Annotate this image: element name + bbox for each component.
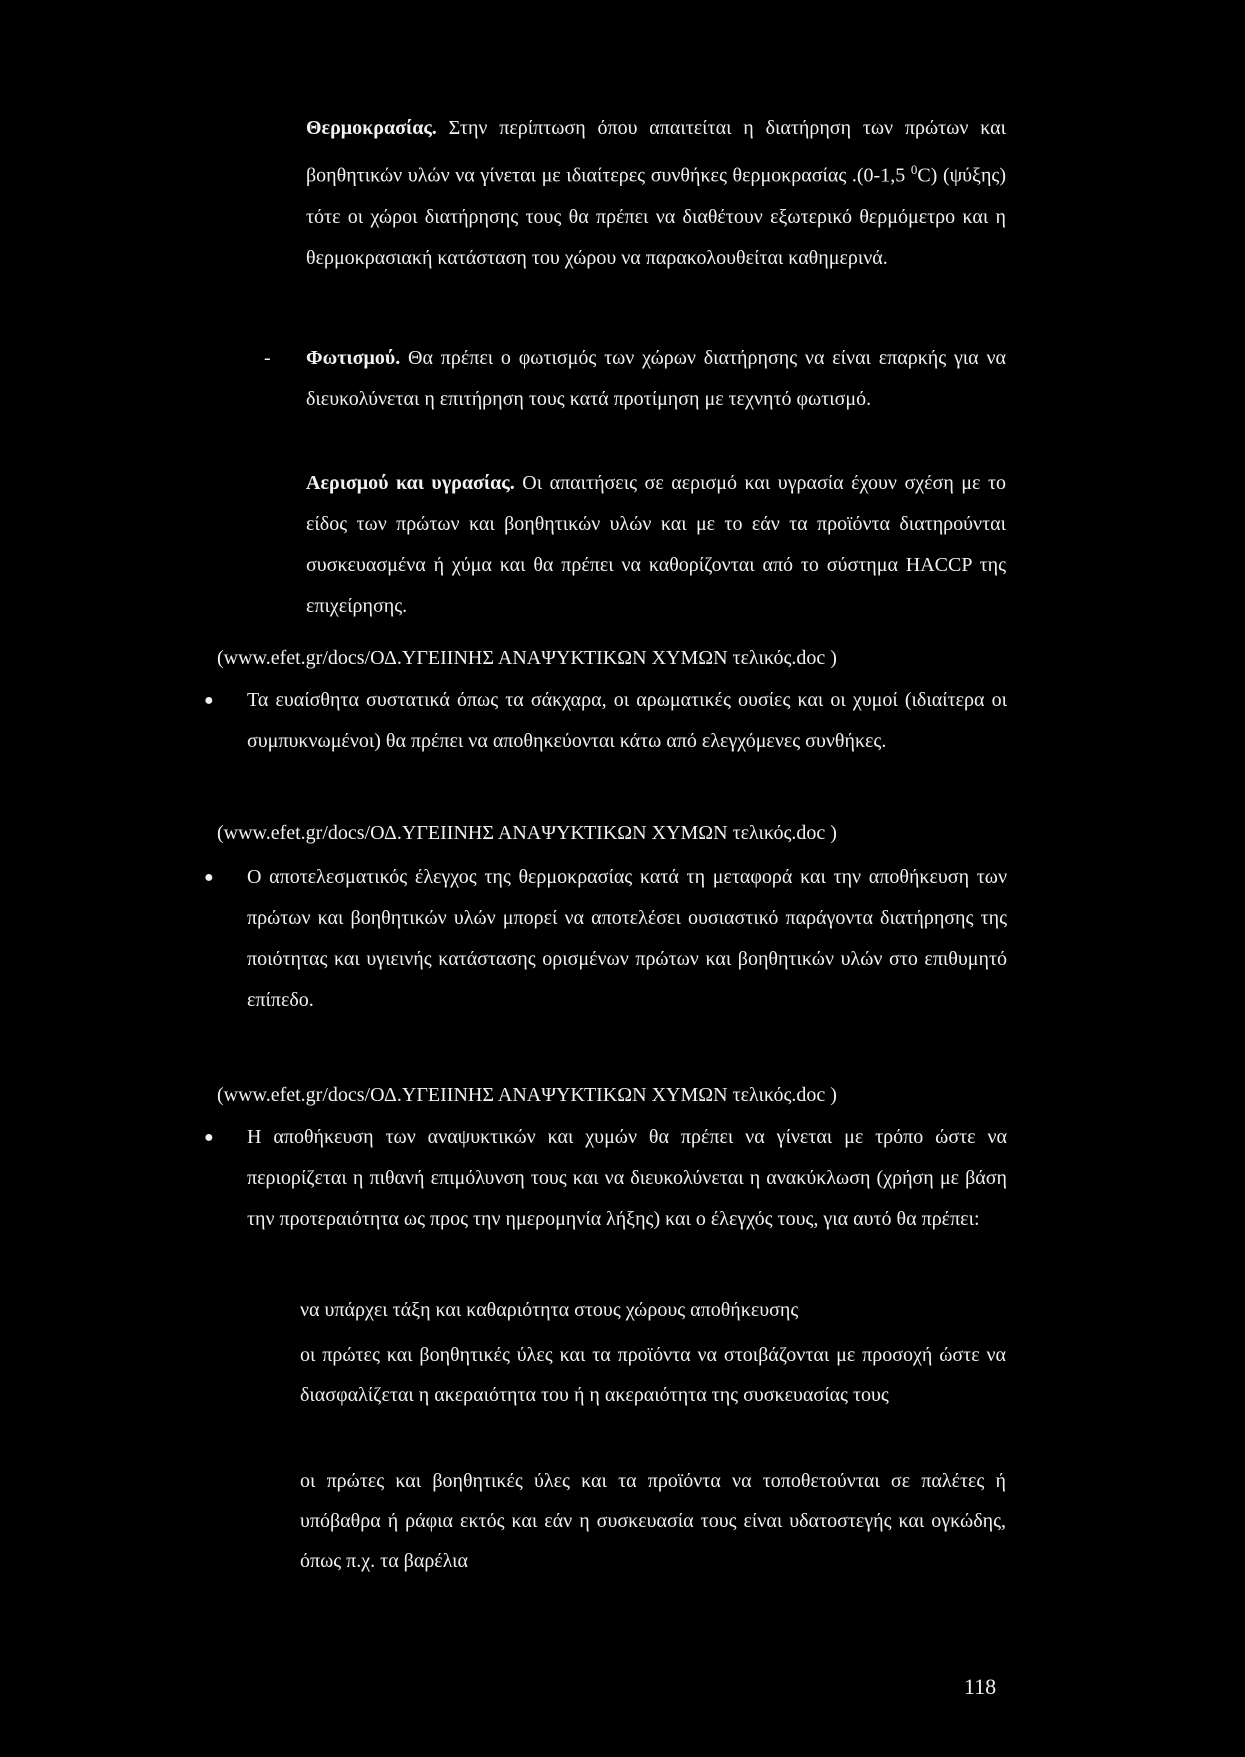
paragraph-ventilation [306,463,1006,627]
dash-marker: - [264,347,271,369]
ventilation-body: Οι απαιτήσεις σε αερισμό και υγρασία έχουν σχέση με το είδος των πρώτων και βοηθητικών υλών και με το εάν τα προϊόντα διατηρούνται συσκευασμένα ή χύμα και θα πρέπει να καθορίζονται από το σύστημα HACCP της επιχείρησης. [306,472,1006,617]
sub-item-1: να υπάρχει τάξη και καθαριότητα στους χώρους αποθήκευσης [300,1299,799,1321]
bullet-text-1: Τα ευαίσθητα συστατικά όπως τα σάκχαρα, οι αρωματικές ουσίες και οι χυμοί (ιδιαίτερα οι συμπυκνωμένοι) θα πρέπει να αποθηκεύονται κάτω από ελεγχόμενες συνθήκες. [247,689,1007,752]
heading-lighting: Φωτισμού. [306,347,401,369]
paragraph-temperature-text [306,108,1006,279]
bullet-text-3: Η αποθήκευση των αναψυκτικών και χυμών θα πρέπει να γίνεται με τρόπο ώστε να περιορίζεται η πιθανή επιμόλυνση τους και να διευκολύνεται η ανακύκλωση (χρήση με βάση την προτεραιότητα ως προς την ημερομηνία λήξης) και ο έλεγχός τους, για αυτό θα πρέπει: [247,1126,1007,1230]
page-number: 118 [964,1674,997,1699]
bullet-icon: ● [204,1129,214,1146]
paragraph-lighting-text [306,338,1006,420]
sub-item-2: οι πρώτες και βοηθητικές ύλες και τα προϊόντα να στοιβάζονται με προσοχή ώστε να διασφαλίζεται η ακεραιότητα του ή η ακεραιότητα της συσκευασίας τους [300,1344,1006,1406]
lighting-body: Θα πρέπει ο φωτισμός των χώρων διατήρησης να είναι επαρκής για να διευκολύνεται η επιτήρηση τους κατά προτίμηση με τεχνητό φωτισμό. [306,347,1006,410]
paragraph-lighting [306,338,1006,420]
temperature-body-2: C) (ψύξης) τότε οι χώροι διατήρησης τους θα πρέπει να διαθέτουν εξωτερικό θερμόμετρο και η θερμοκρασιακή κατάσταση του χώρου να παρακολουθείται καθημερινά. [306,164,1007,269]
heading-temperature: Θερμοκρασίας. [306,117,437,139]
reference-3: (www.efet.gr/docs/ΟΔ.ΥΓΕΙΙΝΗΣ ΑΝΑΨΥΚΤΙΚΩΝ ΧΥΜΩΝ τελικός.doc ) [217,1084,837,1106]
sub-item-3: οι πρώτες και βοηθητικές ύλες και τα προϊόντα να τοποθετούνται σε παλέτες ή υπόβαθρα ή ράφια εκτός και εάν η συσκευασία τους είναι υδατοστεγής και ογκώδης, όπως π.χ. τα βαρέλια [300,1470,1006,1572]
temperature-body: Στην περίπτωση όπου απαιτείται η διατήρηση των πρώτων και βοηθητικών υλών να γίνεται με ιδιαίτερες συνθήκες θερμοκρασίας .(0-1,5 [306,117,1006,187]
bullet-item-1 [204,680,1007,762]
heading-ventilation: Αερισμού και υγρασίας. [306,472,515,494]
bullet-item-3 [204,1117,1007,1240]
reference-1: (www.efet.gr/docs/ΟΔ.ΥΓΕΙΙΝΗΣ ΑΝΑΨΥΚΤΙΚΩΝ ΧΥΜΩΝ τελικός.doc ) [217,647,837,669]
bullet-icon: ● [204,692,214,709]
paragraph-ventilation-text [306,463,1006,627]
paragraph-temperature [306,108,1006,279]
bullet-text-2: Ο αποτελεσματικός έλεγχος της θερμοκρασίας κατά τη μεταφορά και την αποθήκευση των πρώτων και βοηθητικών υλών μπορεί να αποτελέσει ουσιαστικό παράγοντα διατήρησης της ποιότητας και υγιεινής κατάστασης ορισμένων πρώτων και βοηθητικών υλών στο επιθυμητό επίπεδο. [247,866,1007,1011]
reference-2: (www.efet.gr/docs/ΟΔ.ΥΓΕΙΙΝΗΣ ΑΝΑΨΥΚΤΙΚΩΝ ΧΥΜΩΝ τελικός.doc ) [217,822,837,844]
degree-superscript: 0 [910,162,918,177]
bullet-item-2 [204,857,1007,1021]
bullet-icon: ● [204,869,214,886]
